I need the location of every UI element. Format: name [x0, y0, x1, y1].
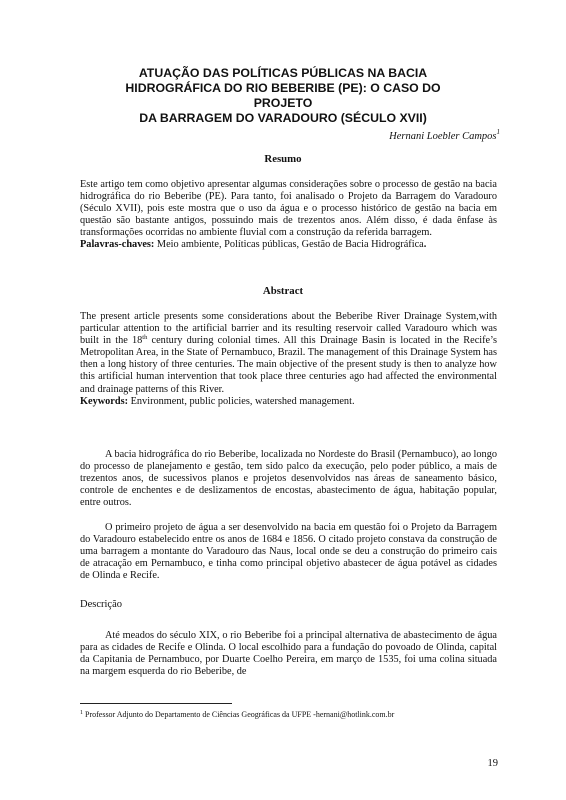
footnote-text: Professor Adjunto do Departamento de Ciências Geográficas da UFPE -hernani@hotlink.com.br	[83, 710, 395, 719]
page-number: 19	[487, 758, 498, 769]
resumo-text: Este artigo tem como objetivo apresentar algumas considerações sobre o processo de gestão na bacia hidrográfica do rio Beberibe (PE). Para tanto, foi analisado o Projeto da Barragem do Varadouro (Século XVII), pois este mostra que o uso da água e o processo histórico de gestão na bacia em questão são bastante antigos, possuindo mais de trezentos anos. Além disso, é dada ênfase às transformações ocorridas no ambiente fluvial com a construção da referida barragem.	[80, 179, 497, 239]
paper-title	[100, 66, 466, 126]
section-heading-descricao: Descrição	[80, 599, 122, 610]
palavras-chaves-label: Palavras-chaves:	[80, 239, 155, 251]
abstract-text-part1: The present article presents some considerations about the Beberibe River Drainage System,with particular attention to the artificial barrier and its resulting reservoir called Varadouro which was built in the 18	[80, 311, 497, 347]
footnote	[80, 710, 394, 719]
body-paragraph-3: Até meados do século XIX, o rio Beberibe foi a principal alternativa de abastecimento de água para as cidades de Recife e Olinda. O local escolhido para a fundação do povoado de Olinda, capital da Capitania de Pernambuco, por Duarte Coelho Pereira, em março de 1535, foi uma colina situada na margem esquerda do rio Beberibe, de	[80, 630, 497, 678]
abstract-section	[80, 311, 497, 408]
body-paragraph-1: A bacia hidrográfica do rio Beberibe, localizada no Nordeste do Brasil (Pernambuco), ao longo do processo de planejamento e gestão, tem sido palco da execução, pelo poder público, a mais de trezentos anos, de sucessivos planos e projetos desenvolvidos nas áreas de saneamento básico, controle de enchentes e de deslizamentos de encostas, abastecimento de água, habitação popular, entre outros.	[80, 449, 498, 509]
body-paragraph-2: O primeiro projeto de água a ser desenvolvido na bacia em questão foi o Projeto da Barragem do Varadouro estabelecido entre os anos de 1684 e 1856. O citado projeto constava da construção de uma barragem a montante do Varadouro das Naus, local onde se deu a construção do primeiro cais de atracação em Pernambuco, e tinha como principal objetivo abastecer de água potável as cidades de Olinda e Recife.	[80, 522, 497, 582]
abstract-text-part2: century during colonial times. All this Drainage Basin is located in the Recife’s Metropolitan Area, in the State of Pernambuco, Brazil. The management of this Drainage System has then a long history of three centuries. The main objective of the present study is then to analyze how this artificial human intervention that took place three centuries ago had affected the environmental and drainage patterns of this River.	[80, 335, 498, 395]
author-line	[389, 128, 500, 142]
keywords-label: Keywords:	[80, 395, 129, 407]
ordinal-superscript: th	[142, 334, 148, 342]
resumo-heading: Resumo	[264, 153, 302, 165]
title-line: DA BARRAGEM DO VARADOURO (SÉCULO XVII)	[139, 111, 427, 125]
footnote-mark: 1	[80, 710, 83, 716]
palavras-chaves-text: Meio ambiente, Políticas públicas, Gestão de Bacia Hidrográfica	[154, 239, 424, 251]
resumo-section	[80, 179, 497, 252]
author-name: Hernani Loebler Campos	[389, 131, 497, 142]
title-line: HIDROGRÁFICA DO RIO BEBERIBE (PE): O CASO DO PROJETO	[125, 81, 441, 110]
title-line: ATUAÇÃO DAS POLÍTICAS PÚBLICAS NA BACIA	[138, 66, 428, 80]
palavras-chaves-period: .	[423, 239, 427, 251]
keywords-text: Environment, public policies, watershed management.	[128, 395, 355, 407]
footnote-divider	[80, 703, 232, 704]
abstract-heading: Abstract	[262, 285, 304, 297]
author-footnote-mark: 1	[496, 128, 500, 136]
